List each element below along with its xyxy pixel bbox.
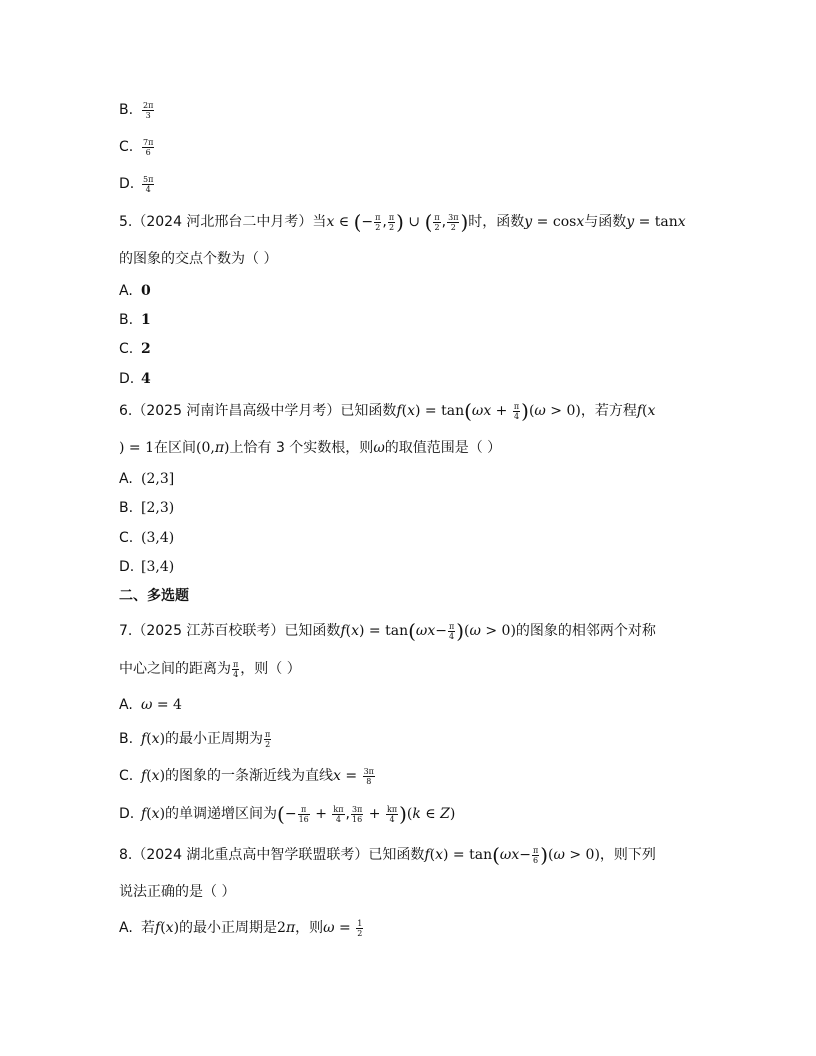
math-y-cos: y (524, 214, 533, 230)
math-y-tan: y (626, 214, 635, 230)
q6-option-c: C. (3,4) (119, 530, 175, 546)
q5-line1: 5.（2024 河北邢台二中月考）当x ∈ (− $\frac{\pi}{2}$ , $\frac{\pi}{2}$ ) ∪ ( $\frac{\pi}{2}$ , $\frac{3\pi}{2}$ )时，函数y = cosx与函数y = tanx (119, 210, 686, 234)
option-d-prev: D. $\frac{5\pi}{4}$ (119, 174, 154, 194)
q7-option-c: C. f(x)的图象的一条渐近线为直线x = $\frac{3\pi}{8}$ (119, 766, 374, 786)
q5-line2: 的图象的交点个数为（ ） (119, 251, 278, 267)
option-c-prev: C. $\frac{7\pi}{6}$ (119, 137, 154, 157)
q6-option-a: A. (2,3] (119, 471, 175, 487)
q7-line1: 7.（2025 江苏百校联考）已知函数f(x) = tan(ωx− $\frac{\pi}{4}$ )(ω > 0)的图象的相邻两个对称 (119, 619, 656, 643)
q7-option-b: B. f(x)的最小正周期为 $\frac{\pi}{2}$ (119, 729, 271, 749)
q6-option-b: B. [2,3) (119, 500, 175, 516)
q8-line1: 8.（2024 湖北重点高中智学联盟联考）已知函数f(x) = tan(ωx− $\frac{\pi}{6}$ )(ω > 0)，则下列 (119, 843, 656, 867)
q6-line1: 6.（2025 河南许昌高级中学月考）已知函数f(x) = tan(ωx + $\frac{\pi}{4}$ )(ω > 0)，若方程f(x (119, 399, 656, 423)
q8-line2: 说法正确的是（ ） (119, 884, 236, 900)
q7-option-a: A. ω = 4 (119, 697, 182, 713)
q6-option-d: D. [3,4) (119, 559, 175, 575)
fraction: $\frac{7\pi}{6}$ (143, 137, 154, 157)
q6-line2: ) = 1在区间(0,π)上恰有 3 个实数根，则ω的取值范围是（ ） (119, 440, 502, 456)
q5-option-a: A. 0 (119, 283, 151, 299)
q5-option-c: C. 2 (119, 341, 151, 357)
q5-option-b: B. 1 (119, 312, 151, 328)
fraction: $\frac{2\pi}{3}$ (143, 100, 154, 120)
q5-option-d: D. 4 (119, 371, 151, 387)
option-b-prev: B. $\frac{2\pi}{3}$ (119, 100, 154, 120)
fraction: $\frac{5\pi}{4}$ (143, 174, 154, 194)
section-title-multi-choice: 二、多选题 (119, 588, 189, 604)
q7-option-d: D. f(x)的单调递增区间为(− $\frac{\pi}{16}$ + $\frac{k\pi}{4}$ , $\frac{3\pi}{16}$ + $\frac{k\pi}{4}$ )(k ∈ Z) (119, 802, 456, 826)
q7-line2: 中心之间的距离为 $\frac{\pi}{4}$ ，则（ ） (119, 659, 301, 679)
math-x-in: x ∈ (326, 214, 354, 230)
q8-option-a: A. 若f(x)的最小正周期是2π，则ω = $\frac{1}{2}$ (119, 918, 363, 938)
